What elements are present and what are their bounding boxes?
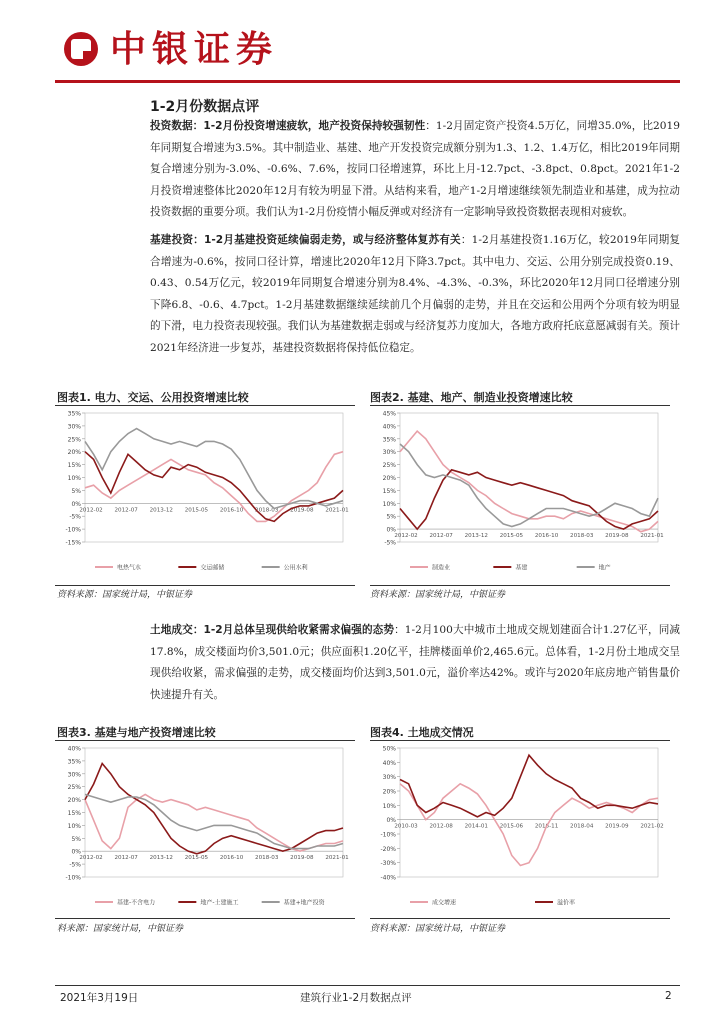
figure-1-bottom-rule bbox=[55, 585, 355, 586]
figure-1-source: 资料来源：国家统计局，中银证券 bbox=[57, 590, 193, 600]
brand-name: 中银证券 bbox=[110, 29, 279, 70]
figure-2-bottom-rule bbox=[370, 585, 670, 586]
figure-4-source: 资料来源：国家统计局，中银证券 bbox=[370, 924, 506, 934]
y-tick-label: 10% bbox=[382, 802, 396, 810]
y-tick-label: -40% bbox=[380, 874, 396, 882]
legend-label: 基建 bbox=[515, 564, 528, 572]
x-tick-label: 2019-08 bbox=[605, 533, 629, 540]
footer-date: 2021年3月19日 bbox=[60, 992, 139, 1004]
y-tick-label: 35% bbox=[67, 410, 81, 418]
x-tick-label: 2016-10 bbox=[219, 855, 244, 862]
x-tick-label: 2018-04 bbox=[570, 823, 594, 830]
x-tick-label: 2016-10 bbox=[534, 533, 559, 540]
chart-svg bbox=[55, 407, 355, 582]
y-tick-label: 10% bbox=[382, 500, 396, 508]
x-tick-label: 2016-11 bbox=[534, 823, 559, 830]
page-number: 2 bbox=[665, 990, 672, 1002]
x-tick-label: 2012-07 bbox=[429, 533, 453, 540]
plot-frame bbox=[400, 748, 658, 877]
y-tick-label: 5% bbox=[71, 835, 81, 843]
y-tick-label: 15% bbox=[67, 810, 81, 817]
y-tick-label: 25% bbox=[382, 462, 396, 470]
y-tick-label: 40% bbox=[382, 759, 396, 767]
paragraph-investment bbox=[150, 116, 680, 224]
plot-frame bbox=[85, 413, 343, 542]
x-tick-label: 2021-01 bbox=[325, 507, 349, 514]
y-tick-label: -5% bbox=[69, 513, 81, 521]
y-tick-label: -30% bbox=[380, 860, 396, 868]
figure-2-chart bbox=[370, 407, 670, 586]
x-tick-label: 2021-02 bbox=[640, 823, 664, 830]
series-line bbox=[400, 431, 658, 532]
logo-icon bbox=[64, 32, 98, 66]
y-tick-label: -20% bbox=[380, 845, 396, 853]
y-tick-label: -15% bbox=[65, 539, 81, 547]
y-tick-label: 25% bbox=[67, 436, 81, 444]
x-tick-label: 2018-03 bbox=[255, 855, 279, 862]
figure-2-source: 资料来源：国家统计局，中银证券 bbox=[370, 590, 506, 600]
x-tick-label: 2019-09 bbox=[605, 823, 629, 830]
legend-label: 成交增速 bbox=[432, 899, 457, 907]
y-tick-label: 30% bbox=[382, 449, 396, 457]
y-tick-label: -5% bbox=[384, 539, 396, 547]
y-tick-label: 10% bbox=[67, 822, 81, 830]
figure-3-title: 图表3. 基建与地产投资增速比较 bbox=[57, 726, 216, 739]
y-tick-label: 5% bbox=[71, 487, 81, 495]
legend-label: 制造业 bbox=[432, 564, 451, 572]
header-divider bbox=[55, 80, 680, 83]
x-tick-label: 2021-01 bbox=[640, 533, 664, 540]
y-tick-label: 50% bbox=[382, 745, 396, 753]
legend-label: 基建-不含电力 bbox=[117, 899, 156, 907]
x-tick-label: 2013-12 bbox=[149, 855, 173, 862]
x-tick-label: 2018-03 bbox=[570, 533, 594, 540]
paragraph-infrastructure bbox=[150, 230, 680, 359]
x-tick-label: 2012-02 bbox=[79, 855, 103, 862]
chart-svg bbox=[55, 742, 355, 917]
y-tick-label: 20% bbox=[382, 475, 396, 482]
figure-4-bottom-rule bbox=[370, 918, 670, 919]
x-tick-label: 2019-08 bbox=[290, 855, 314, 862]
figure-2-title: 图表2. 基建、地产、制造业投资增速比较 bbox=[370, 391, 573, 404]
x-tick-label: 2012-02 bbox=[79, 507, 103, 514]
y-tick-label: 35% bbox=[382, 436, 396, 444]
y-tick-label: 30% bbox=[67, 771, 81, 779]
x-tick-label: 2010-03 bbox=[394, 823, 418, 830]
chart-svg bbox=[370, 407, 670, 582]
y-tick-label: 30% bbox=[382, 774, 396, 782]
legend-label: 地产-土建施工 bbox=[200, 899, 239, 907]
y-tick-label: 20% bbox=[67, 797, 81, 805]
y-tick-label: -5% bbox=[69, 861, 81, 869]
x-tick-label: 2012-07 bbox=[114, 855, 138, 862]
section-title: 1-2月份数据点评 bbox=[150, 99, 260, 115]
x-tick-label: 2021-01 bbox=[325, 855, 349, 862]
legend-label: 溢价率 bbox=[557, 899, 576, 907]
x-tick-label: 2013-12 bbox=[149, 507, 173, 514]
figure-3-source: 料来源：国家统计局，中银证券 bbox=[57, 924, 184, 934]
y-tick-label: 30% bbox=[67, 423, 81, 431]
x-tick-label: 2012-02 bbox=[394, 533, 418, 540]
figure-1-rule bbox=[55, 405, 355, 406]
paragraph-lead: 土地成交：1-2月总体呈现供给收紧需求偏强的态势 bbox=[150, 624, 395, 636]
figure-1-title: 图表1. 电力、交运、公用投资增速比较 bbox=[57, 391, 249, 404]
legend-label: 基建+地产投资 bbox=[283, 899, 325, 907]
figure-1-chart bbox=[55, 407, 355, 586]
figure-2-rule bbox=[370, 405, 670, 406]
y-tick-label: 20% bbox=[67, 449, 81, 457]
x-tick-label: 2012-07 bbox=[114, 507, 138, 514]
y-tick-label: 0% bbox=[71, 848, 81, 856]
x-tick-label: 2018-03 bbox=[255, 507, 279, 514]
figure-3-rule bbox=[55, 740, 355, 741]
paragraph-body: ：1-2月基建投资1.16万亿，较2019年同期复合增速为-0.6%，按同口径计算，增速比2020年12月下降3.7pct。其中电力、交运、公用分别完成投资0.19、0.43、0.54万亿元，较2019年同期复合增速分别为8.4%、-4.3%、-0.3%，环比2020年12月同口径增速分别下降6.8、-0.6、4.7pct。1-2月基建数据继续延续前几个月偏弱的走势，并且在交运和公用两个分项有较为明显的下滑，电力投资表现较强。我们认为基建数据走弱或与经济复苏力度加大，各地方政府托底意愿减弱有关。预计2021年经济进一步复苏，基建投资数据将保持低位稳定。 bbox=[150, 234, 681, 354]
series-line bbox=[85, 764, 343, 854]
figure-4-rule bbox=[370, 740, 670, 741]
x-tick-label: 2013-12 bbox=[464, 533, 488, 540]
paragraph-body: ：1-2月固定资产投资4.5万亿，同增35.0%，比2019年同期复合增速为3.5%。其中制造业、基建、地产开发投资完成额分别为1.3、1.2、1.4万亿，相比2019年同期复合增速分别为-3.0%、-0.6%、7.6%，按同口径增速算，环比上月-12.7pct、-3.8pct、0.8pct。2021年1-2月投资增速整体比2020年12月有较为明显下滑。从结构来看，地产1-2月增速继续领先制造业和基建，成为拉动投资数据的重要分项。我们认为1-2月份疫情小幅反弹或对经济有一定影响导致投资数据表现相对疲软。 bbox=[150, 120, 680, 218]
y-tick-label: 0% bbox=[386, 817, 396, 825]
legend-label: 公用水利 bbox=[283, 564, 308, 572]
x-tick-label: 2015-05 bbox=[499, 533, 524, 540]
y-tick-label: 35% bbox=[67, 758, 81, 766]
legend-label: 电热气水 bbox=[117, 564, 142, 572]
paragraph-body: ：1-2月100大中城市土地成交规划建面合计1.27亿平，同减17.8%，成交楼面均价3,501.0元；供应面积1.20亿平，挂牌楼面单价2,465.6元。总体看，1-2月份土地成交呈现供给收紧，需求偏强的走势，成交楼面均价达到3,501.0元，溢价率达42%。或许与2020年底房地产销售量价快速提升有关。 bbox=[150, 624, 680, 701]
x-tick-label: 2015-06 bbox=[499, 823, 524, 830]
figure-4-title: 图表4. 土地成交情况 bbox=[370, 726, 474, 739]
figure-4-chart bbox=[370, 742, 670, 921]
paragraph-lead: 投资数据：1-2月份投资增速疲软，地产投资保持较强韧性 bbox=[150, 120, 426, 132]
legend-label: 地产 bbox=[598, 564, 611, 572]
y-tick-label: -10% bbox=[65, 874, 81, 882]
y-tick-label: 15% bbox=[67, 462, 81, 470]
chart-svg bbox=[370, 742, 670, 917]
y-tick-label: 40% bbox=[67, 745, 81, 753]
footer-divider bbox=[55, 985, 680, 986]
y-tick-label: -10% bbox=[380, 831, 396, 839]
x-tick-label: 2015-05 bbox=[184, 507, 209, 514]
y-tick-label: 5% bbox=[386, 513, 396, 521]
figure-3-bottom-rule bbox=[55, 918, 355, 919]
y-tick-label: 0% bbox=[386, 526, 396, 534]
footer-title: 建筑行业1-2月数据点评 bbox=[300, 992, 412, 1004]
x-tick-label: 2015-05 bbox=[184, 855, 209, 862]
figure-3-chart bbox=[55, 742, 355, 921]
x-tick-label: 2014-01 bbox=[464, 823, 488, 830]
paragraph-land bbox=[150, 620, 680, 706]
legend-label: 交运邮储 bbox=[200, 564, 225, 572]
y-tick-label: -10% bbox=[65, 526, 81, 534]
paragraph-lead: 基建投资：1-2月基建投资延续偏弱走势，或与经济整体复苏有关 bbox=[150, 234, 461, 246]
y-tick-label: 45% bbox=[382, 410, 396, 418]
y-tick-label: 20% bbox=[382, 788, 396, 796]
x-tick-label: 2012-08 bbox=[429, 823, 453, 830]
y-tick-label: 40% bbox=[382, 423, 396, 431]
series-line bbox=[400, 470, 658, 529]
x-tick-label: 2016-10 bbox=[219, 507, 244, 514]
y-tick-label: 25% bbox=[67, 784, 81, 792]
series-line bbox=[85, 429, 343, 509]
y-tick-label: 10% bbox=[67, 475, 81, 482]
y-tick-label: 15% bbox=[382, 487, 396, 495]
x-tick-label: 2019-08 bbox=[290, 507, 314, 514]
y-tick-label: 0% bbox=[71, 500, 81, 508]
